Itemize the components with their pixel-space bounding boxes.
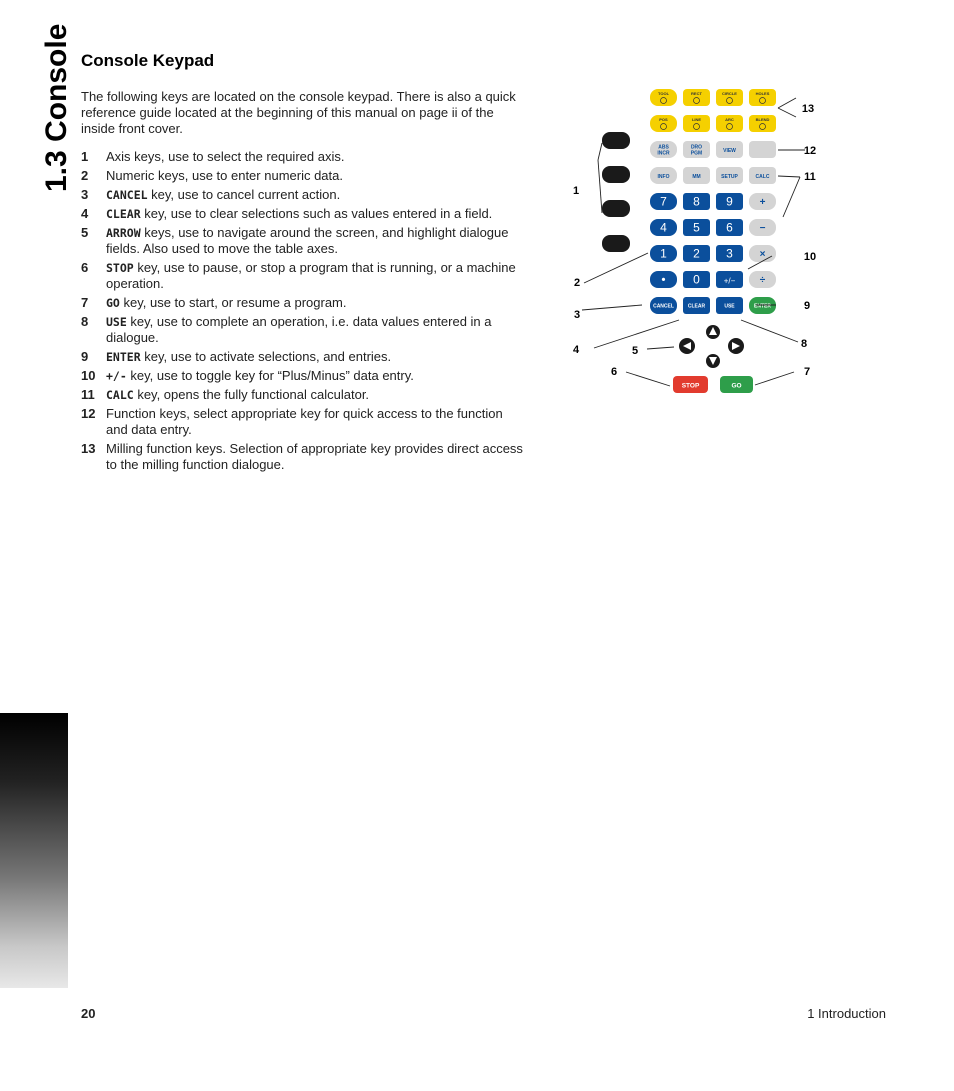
item-number: 9: [81, 349, 89, 364]
item-number: 4: [81, 206, 89, 221]
item-text: key, use to pause, or stop a program that is running, or a machine operation.: [106, 260, 516, 291]
item-text: key, use to start, or resume a program.: [119, 295, 347, 310]
key-label: INCR: [657, 150, 670, 157]
key-label: CIRCLE: [722, 91, 737, 96]
callout-number: 8: [800, 338, 808, 350]
axis-key: [602, 132, 630, 149]
item-number: 12: [81, 406, 96, 421]
callout-number: 10: [803, 251, 817, 263]
key-label: HOLES: [755, 91, 770, 96]
callout-number: 1: [572, 185, 580, 197]
callout-number: 7: [803, 366, 811, 378]
item-text: key, use to cancel current action.: [147, 187, 341, 202]
callout-line: [582, 305, 642, 310]
key-label: 0: [693, 272, 700, 287]
callout-line: [647, 347, 674, 349]
item-text: key, opens the fully functional calculator.: [133, 387, 370, 402]
key-label: CANCEL: [653, 303, 674, 310]
key-label: POS: [659, 117, 668, 122]
key-label: 4: [660, 220, 667, 235]
section-heading: Console Keypad: [81, 51, 215, 70]
key-label: GO: [731, 382, 742, 390]
key-label: MM: [692, 174, 701, 180]
callout-number: 5: [631, 345, 639, 357]
item-number: 11: [81, 387, 95, 402]
key-name: ENTER: [106, 350, 141, 364]
key-label: ÷: [759, 275, 766, 286]
key-name: CALC: [106, 388, 134, 402]
callout-line: [741, 320, 798, 342]
item-text: Axis keys, use to select the required axis.: [106, 149, 345, 164]
callout-number: 9: [803, 300, 811, 312]
key-label: 9: [726, 194, 733, 209]
key-label: +: [759, 197, 766, 208]
callout-line: [584, 253, 648, 283]
key-label: 2: [693, 246, 700, 261]
side-tab: [0, 0, 73, 1091]
intro-paragraph: The following keys are located on the console keypad. There is also a quick reference guide located at the beginning of this manual on page ii of the inside front cover.: [81, 89, 516, 136]
key-label: USE: [724, 303, 735, 310]
key-label: 1: [660, 246, 667, 261]
callout-line: [594, 320, 679, 348]
item-text: Function keys, select appropriate key for quick access to the function and data entry.: [106, 406, 503, 437]
key-name: GO: [106, 296, 120, 310]
key-name: STOP: [106, 261, 134, 275]
key-name: +/-: [106, 369, 127, 383]
callout-number: 3: [573, 309, 581, 321]
item-text: key, use to complete an operation, i.e. data values entered in a dialogue.: [106, 314, 492, 345]
key-label: 7: [660, 194, 667, 209]
list-item: [81, 225, 526, 257]
callout-line: [778, 108, 796, 117]
key-label: ENTER: [754, 303, 771, 310]
key-label: BLEND: [755, 117, 770, 122]
item-text: key, use to activate selections, and entries.: [140, 349, 392, 364]
item-text: Numeric keys, use to enter numeric data.: [106, 168, 343, 183]
side-tab-gradient: [0, 713, 68, 988]
callout-number: 6: [610, 366, 618, 378]
key-label: VIEW: [723, 148, 736, 154]
key-label: •: [661, 272, 666, 287]
item-number: 13: [81, 441, 96, 456]
console-keypad-diagram: [560, 80, 830, 400]
axis-key: [602, 166, 630, 183]
key-label: PGM: [690, 150, 703, 157]
list-item: [81, 349, 526, 365]
callout-number: 2: [573, 277, 581, 289]
key-name: ARROW: [106, 226, 141, 240]
key-label: TOOL: [657, 91, 670, 96]
item-text: key, use to clear selections such as values entered in a field.: [140, 206, 493, 221]
key-label: 6: [726, 220, 733, 235]
item-number: 6: [81, 260, 89, 275]
list-item: [81, 260, 526, 292]
axis-key: [602, 235, 630, 252]
key-label: STOP: [681, 382, 700, 390]
key-label: SETUP: [721, 174, 738, 180]
callout-line: [598, 160, 602, 213]
page-number: 20: [81, 1006, 96, 1021]
item-number: 5: [81, 225, 89, 240]
list-item: [81, 168, 526, 184]
key-label: LINE: [691, 117, 702, 122]
item-number: 1: [81, 149, 89, 164]
key-label: 3: [726, 246, 733, 261]
callout-number: 12: [803, 145, 817, 157]
callout-number: 13: [801, 103, 815, 115]
item-number: 2: [81, 168, 89, 183]
callout-line: [626, 372, 670, 386]
list-item: [81, 387, 526, 403]
list-item: [81, 206, 526, 222]
key-label: −: [759, 223, 766, 234]
item-number: 8: [81, 314, 89, 329]
key-label: RECT: [691, 91, 702, 96]
key-label: 8: [693, 194, 700, 209]
item-number: 3: [81, 187, 89, 202]
side-tab-title: 1.3 Console: [40, 23, 73, 192]
callout-line: [778, 98, 796, 108]
key-name: CLEAR: [106, 207, 141, 221]
callout-number: 11: [804, 171, 816, 183]
callout-line: [778, 176, 800, 177]
list-item: [81, 368, 526, 384]
key-label: INFO: [657, 174, 670, 180]
key-label: +/−: [723, 276, 736, 286]
item-text: key, use to toggle key for “Plus/Minus” data entry.: [126, 368, 414, 383]
list-item: [81, 187, 526, 203]
key-label: 5: [693, 220, 700, 235]
function-key: [749, 141, 776, 158]
item-number: 10: [81, 368, 96, 383]
callout-line: [783, 177, 800, 217]
list-item: [81, 314, 526, 346]
item-number: 7: [81, 295, 89, 310]
item-text: Milling function keys. Selection of appropriate key provides direct access to the milling function dialogue.: [106, 441, 523, 472]
key-name: USE: [106, 315, 127, 329]
key-label: DRO: [690, 144, 703, 151]
callout-number: 4: [572, 344, 580, 356]
list-item: [81, 406, 526, 438]
key-label: ABS: [658, 144, 669, 151]
list-item: [81, 441, 526, 473]
axis-key: [602, 200, 630, 217]
callout-line: [598, 143, 602, 160]
key-description-list: [81, 149, 526, 476]
key-label: CALC: [755, 174, 770, 180]
key-label: ARC: [725, 117, 734, 122]
key-label: ×: [759, 249, 766, 260]
list-item: [81, 149, 526, 165]
callout-line: [755, 372, 794, 385]
list-item: [81, 295, 526, 311]
item-text: keys, use to navigate around the screen, and highlight dialogue fields. Also used to move the table axes.: [106, 225, 509, 256]
key-name: CANCEL: [106, 188, 148, 202]
key-label: CLEAR: [687, 303, 706, 310]
chapter-name: 1 Introduction: [807, 1006, 886, 1021]
